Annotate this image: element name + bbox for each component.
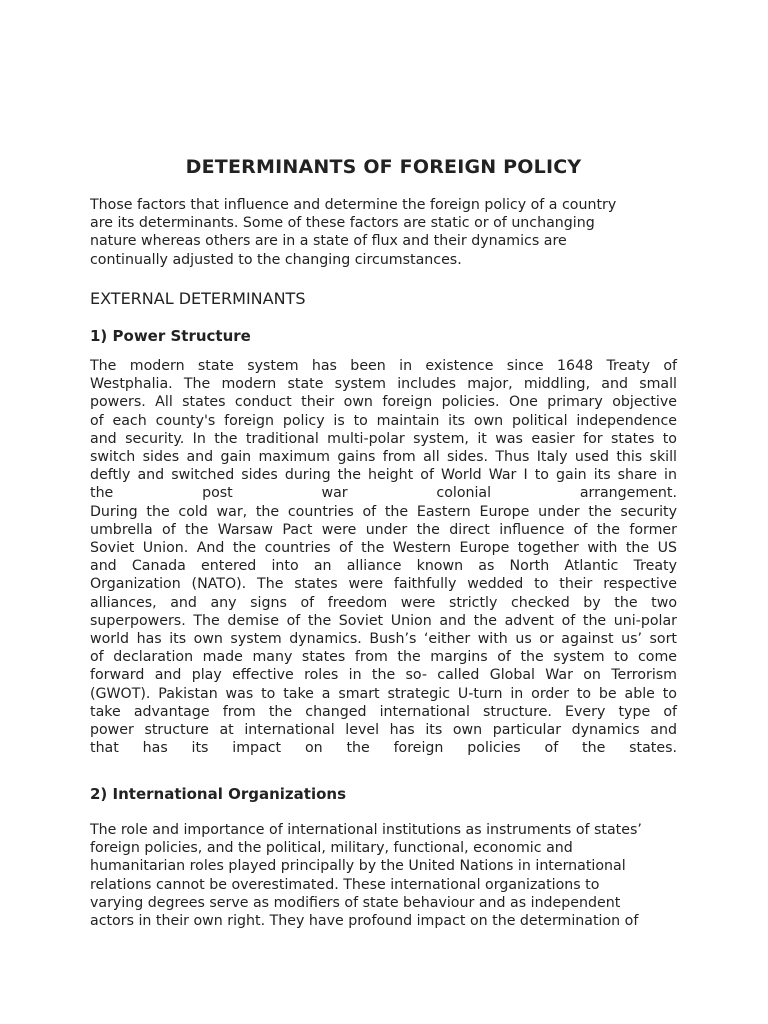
intro-paragraph: [90, 196, 677, 269]
paragraph-line: actors in their own right. They have profound impact on the determination of: [90, 913, 639, 930]
paragraph-line: take advantage from the changed international structure. Every type of: [90, 703, 677, 720]
paragraph-line: world has its own system dynamics. Bush’s ‘either with us or against us’ sort: [90, 631, 677, 648]
paragraph-line: The role and importance of international institutions as instruments of states’: [90, 822, 642, 838]
paragraph-line: powers. All states conduct their own foreign policies. One primary objective: [90, 394, 677, 411]
paragraph-line: humanitarian roles played principally by the United Nations in international: [90, 858, 626, 875]
paragraph-line: Westphalia. The modern state system includes major, middling, and small: [90, 376, 677, 393]
intro-line: Those factors that influence and determine the foreign policy of a country: [90, 197, 617, 213]
intro-line: are its determinants. Some of these factors are static or of unchanging: [90, 215, 595, 232]
subheading-international-organizations: 2) International Organizations: [90, 785, 347, 803]
intro-line: continually adjusted to the changing circumstances.: [90, 251, 462, 268]
paragraph-line: the post war colonial arrangement.: [90, 485, 677, 502]
paragraph-line: forward and play effective roles in the so- called Global War on Terrorism: [90, 667, 677, 684]
paragraph-line: and Canada entered into an alliance known as North Atlantic Treaty: [90, 558, 677, 575]
paragraph-line: (GWOT). Pakistan was to take a smart strategic U-turn in order to be able to: [90, 685, 677, 702]
paragraph-line: superpowers. The demise of the Soviet Union and the advent of the uni-polar: [90, 612, 677, 629]
power-structure-paragraph: [90, 357, 677, 757]
paragraph-line: relations cannot be overestimated. These international organizations to: [90, 876, 600, 893]
document-title: DETERMINANTS OF FOREIGN POLICY: [185, 156, 582, 178]
paragraph-line: switch sides and gain maximum gains from all sides. Thus Italy used this skill: [90, 449, 677, 466]
subheading-power-structure: 1) Power Structure: [90, 327, 251, 345]
section-heading-external: EXTERNAL DETERMINANTS: [90, 289, 306, 308]
paragraph-line: umbrella of the Warsaw Pact were under the direct influence of the former: [90, 521, 677, 538]
paragraph-line: During the cold war, the countries of the Eastern Europe under the security: [90, 503, 677, 520]
paragraph-line: of declaration made many states from the margins of the system to come: [90, 649, 677, 666]
paragraph-line: Organization (NATO). The states were faithfully wedded to their respective: [90, 576, 677, 593]
paragraph-line: alliances, and any signs of freedom were strictly checked by the two: [90, 594, 677, 611]
paragraph-line: Soviet Union. And the countries of the Western Europe together with the US: [90, 540, 677, 557]
paragraph-line: The modern state system has been in existence since 1648 Treaty of: [90, 358, 677, 374]
paragraph-line: deftly and switched sides during the height of World War I to gain its share in: [90, 467, 677, 484]
paragraph-line: varying degrees serve as modifiers of state behaviour and as independent: [90, 894, 621, 911]
international-organizations-paragraph: [90, 821, 677, 930]
paragraph-line: and security. In the traditional multi-polar system, it was easier for states to: [90, 430, 677, 447]
paragraph-line: of each county's foreign policy is to maintain its own political independence: [90, 412, 677, 429]
intro-line: nature whereas others are in a state of flux and their dynamics are: [90, 233, 567, 250]
paragraph-line: foreign policies, and the political, military, functional, economic and: [90, 840, 573, 857]
paragraph-line: that has its impact on the foreign policies of the states.: [90, 740, 677, 757]
paragraph-line: power structure at international level has its own particular dynamics and: [90, 722, 677, 739]
